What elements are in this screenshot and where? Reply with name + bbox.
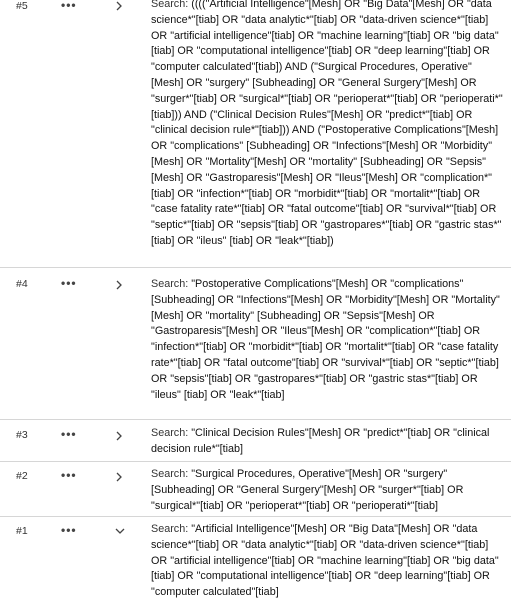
chevron-right-icon[interactable] <box>115 472 123 482</box>
history-number: #5 <box>16 0 28 12</box>
history-row-2 <box>0 462 511 517</box>
chevron-right-icon[interactable] <box>115 280 123 290</box>
history-number: #2 <box>16 470 28 482</box>
search-query-string: "Postoperative Complications"[Mesh] OR "complications" [Subheading] OR "Infections"[Mesh] OR "Morbidity"[Mesh] OR "Mortality"[Mesh] OR "mortality" [Subheading] OR "Sepsis"[Mesh] OR "Gastroparesis"[Mesh] OR "Ileus"[Mesh] OR "complication*"[tiab] OR "infection*"[tiab] OR "morbidit*"[tiab] OR "mortalit*"[tiab] OR "case fatality rate*"[tiab] OR "fatal outcome"[tiab] OR "survival*"[tiab] OR "septic*"[tiab] OR "sepsis"[tiab] OR "gastropares*"[tiab] OR "gastric stas*"[tiab] OR "ileus" [tiab] OR "leak*"[tiab] <box>151 278 500 401</box>
search-prefix-label: Search: <box>151 468 192 480</box>
search-query-string: (((("Artificial Intelligence"[Mesh] OR "Big Data"[Mesh] OR "data science*"[tiab] OR "data analytic*"[tiab] OR "data-driven science*"[tiab] OR "artificial intelligence"[tiab] OR "machine learning"[tiab] OR "big data"[tiab] OR "computational intelligence"[tiab] OR "deep learning"[tiab] OR "computer calculated"[tiab]) AND ("Surgical Procedures, Operative"[Mesh] OR "surgery" [Subheading] OR "General Surgery"[Mesh] OR "surger*"[tiab] OR "surgical*"[tiab] OR "perioperat*"[tiab] OR "perioperati*"[tiab])) AND ("Clinical Decision Rules"[Mesh] OR "predict*"[tiab] OR "clinical decision rule*"[tiab])) AND ("Postoperative Complications"[Mesh] OR "complications" [Subheading] OR "Infections"[Mesh] OR "Morbidity"[Mesh] OR "Mortality"[Mesh] OR "mortality" [Subheading] OR "Sepsis"[Mesh] OR "Gastroparesis"[Mesh] OR "Ileus"[Mesh] OR "complication*"[tiab] OR "infection*"[tiab] OR "morbidit*"[tiab] OR "mortalit*"[tiab] OR "case fatality rate*"[tiab] OR "fatal outcome"[tiab] OR "survival*"[tiab] OR "septic*"[tiab] OR "sepsis"[tiab] OR "gastropares*"[tiab] OR "gastric stas*"[tiab] OR "ileus" [tiab] OR "leak*"[tiab]) <box>151 0 503 247</box>
history-number: #4 <box>16 278 28 290</box>
search-query-text <box>151 277 503 403</box>
search-prefix-label: Search: <box>151 278 192 290</box>
search-prefix-label: Search: <box>151 0 192 10</box>
search-query-text <box>151 467 503 514</box>
chevron-right-icon[interactable] <box>115 1 123 11</box>
chevron-down-icon[interactable] <box>115 527 123 537</box>
more-actions-icon[interactable]: ••• <box>61 0 77 12</box>
history-row-1 <box>0 517 511 604</box>
more-actions-icon[interactable]: ••• <box>61 523 77 537</box>
more-actions-icon[interactable]: ••• <box>61 427 77 441</box>
search-query-string: "Artificial Intelligence"[Mesh] OR "Big Data"[Mesh] OR "data science*"[tiab] OR "data analytic*"[tiab] OR "data-driven science*"[tiab] OR "artificial intelligence"[tiab] OR "machine learning"[tiab] OR "big data"[tiab] OR "computational intelligence"[tiab] OR "deep learning"[tiab] OR "computer calculated"[tiab] <box>151 523 499 599</box>
search-prefix-label: Search: <box>151 523 192 535</box>
more-actions-icon[interactable]: ••• <box>61 276 77 290</box>
history-number: #1 <box>16 525 28 537</box>
search-query-string: "Surgical Procedures, Operative"[Mesh] OR "surgery" [Subheading] OR "General Surgery"[Mesh] OR "surger*"[tiab] OR "surgical*"[tiab] OR "perioperat*"[tiab] OR "perioperati*"[tiab] <box>151 468 464 512</box>
search-prefix-label: Search: <box>151 427 192 439</box>
search-query-text <box>151 426 503 458</box>
history-row-4 <box>0 268 511 420</box>
history-row-5 <box>0 0 511 268</box>
more-actions-icon[interactable]: ••• <box>61 468 77 482</box>
search-query-text <box>151 0 503 250</box>
chevron-right-icon[interactable] <box>115 431 123 441</box>
history-number: #3 <box>16 429 28 441</box>
search-query-text <box>151 522 503 601</box>
search-query-string: "Clinical Decision Rules"[Mesh] OR "predict*"[tiab] OR "clinical decision rule*"[tiab] <box>151 427 490 455</box>
history-row-3 <box>0 420 511 462</box>
